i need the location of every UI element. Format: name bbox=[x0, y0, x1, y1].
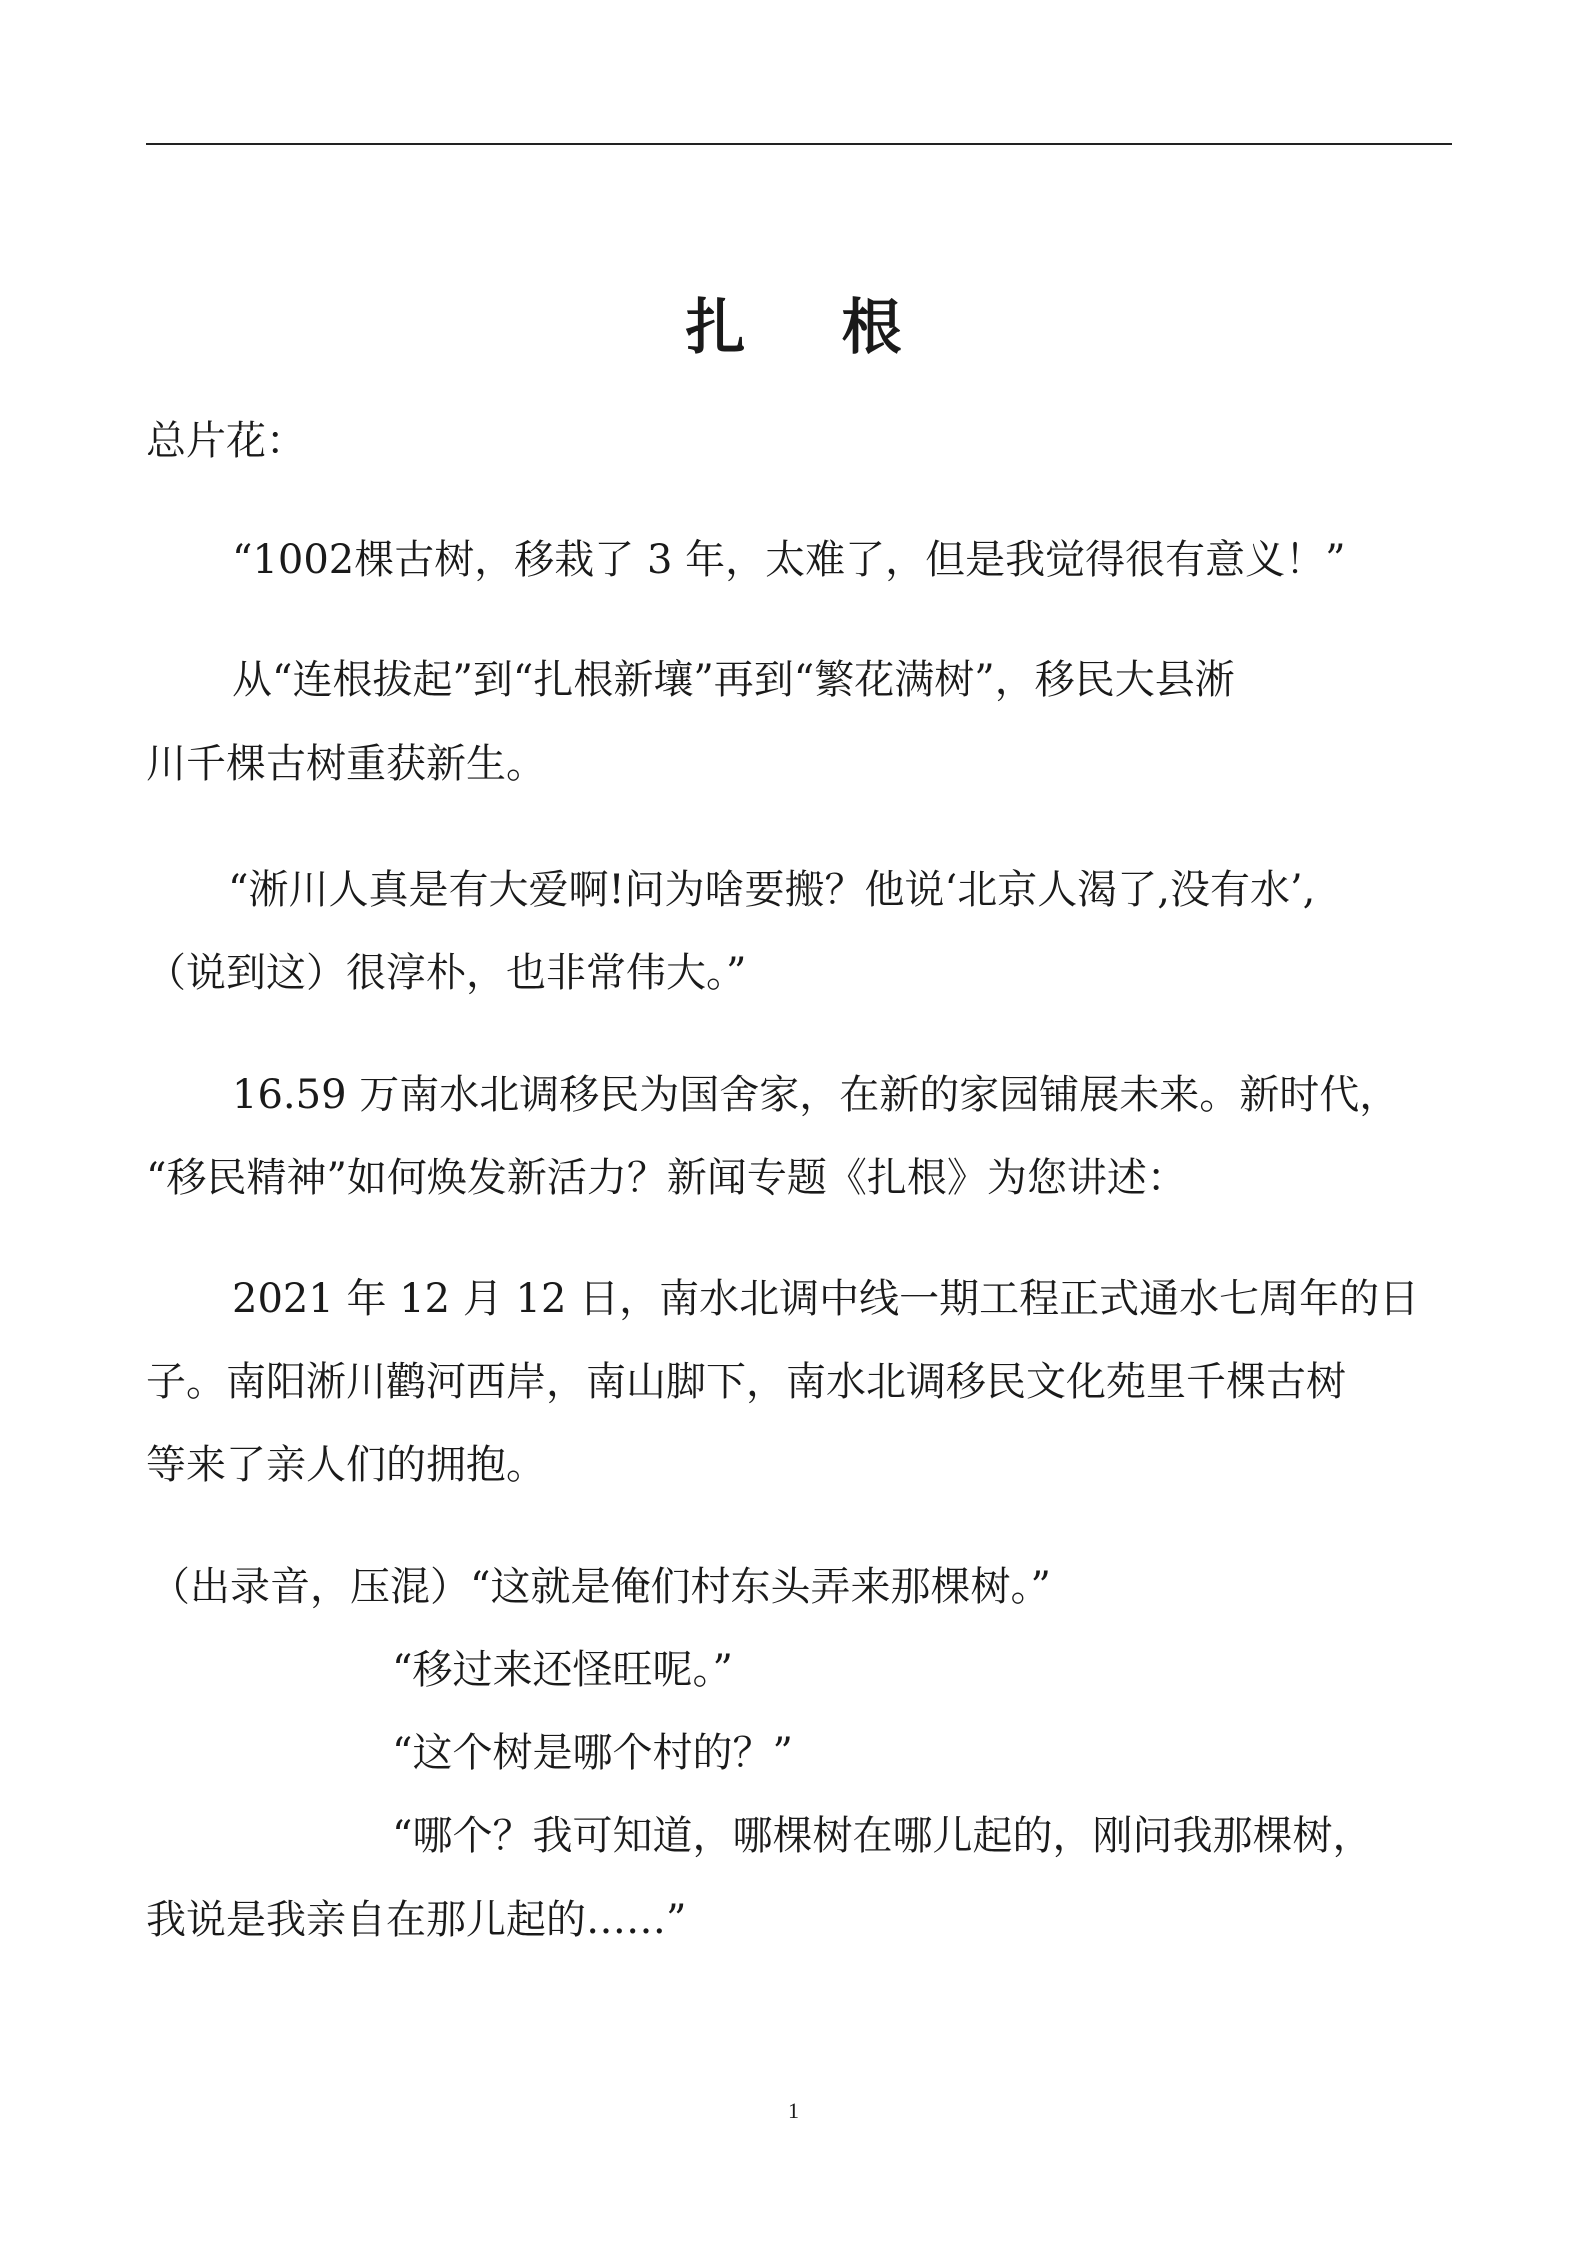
paragraph-5-line-1: 2021 年 12 月 12 日，南水北调中线一期工程正式通水七周年的日 bbox=[232, 1276, 1420, 1322]
paragraph-5-line-2: 子。南阳淅川鹳河西岸，南山脚下，南水北调移民文化苑里千棵古树 bbox=[146, 1359, 1346, 1405]
section-label: 总片花： bbox=[146, 418, 306, 464]
paragraph-5-line-3: 等来了亲人们的拥抱。 bbox=[146, 1442, 546, 1488]
recording-line-5: 我说是我亲自在那儿起的……” bbox=[146, 1897, 687, 1943]
recording-line-4: “哪个？我可知道，哪棵树在哪儿起的，刚问我那棵树， bbox=[392, 1813, 1373, 1859]
quote-paragraph-1: “1002棵古树，移栽了 3 年，太难了，但是我觉得很有意义！” bbox=[232, 537, 1346, 583]
quote-paragraph-3-line-1: “淅川人真是有大爱啊!问为啥要搬？他说‘北京人渴了,没有水’, bbox=[228, 867, 1316, 913]
title-char-2: 根 bbox=[841, 293, 902, 363]
document-title bbox=[0, 280, 1587, 366]
paragraph-4-line-1: 16.59 万南水北调移民为国舍家，在新的家园铺展未来。新时代， bbox=[232, 1072, 1400, 1118]
header-rule bbox=[146, 143, 1452, 145]
paragraph-2-line-1: 从“连根拔起”到“扎根新壤”再到“繁花满树”，移民大县淅 bbox=[232, 657, 1235, 703]
quote-paragraph-3-line-2: （说到这）很淳朴，也非常伟大。” bbox=[146, 950, 747, 996]
paragraph-4-line-2: “移民精神”如何焕发新活力？新闻专题《扎根》为您讲述： bbox=[146, 1155, 1187, 1201]
paragraph-2-line-2: 川千棵古树重获新生。 bbox=[146, 741, 546, 787]
recording-line-3: “这个树是哪个村的？” bbox=[392, 1730, 793, 1776]
recording-line-1: （出录音，压混）“这就是俺们村东头弄来那棵树。” bbox=[150, 1564, 1051, 1610]
recording-line-2: “移过来还怪旺呢。” bbox=[392, 1647, 733, 1693]
page-number: 1 bbox=[788, 2098, 799, 2123]
title-char-1: 扎 bbox=[685, 293, 746, 363]
